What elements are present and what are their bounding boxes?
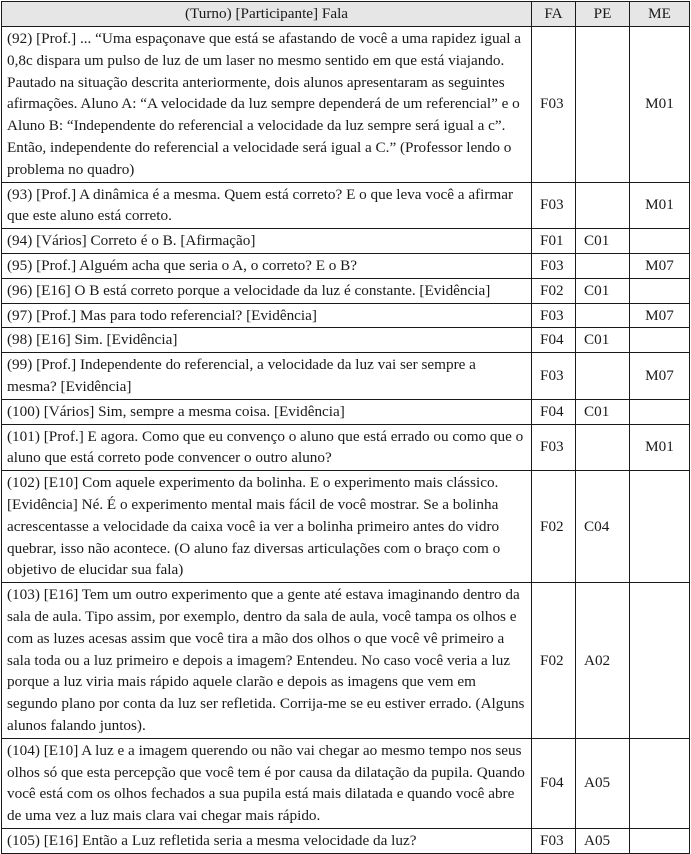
pe-cell: C01 [576,399,630,424]
fala-cell: (98) [E16] Sim. [Evidência] [2,328,532,353]
pe-cell: A02 [576,583,630,739]
pe-cell: C01 [576,229,630,254]
header-me: ME [630,2,690,27]
pe-cell [576,424,630,471]
pe-cell: C01 [576,278,630,303]
fala-cell: (100) [Vários] Sim, sempre a mesma coisa. [Evidência] [2,399,532,424]
header-fala: (Turno) [Participante] Fala [2,2,532,27]
fa-cell: F02 [532,583,576,739]
me-cell [630,328,690,353]
fa-cell: F03 [532,424,576,471]
fala-cell: (102) [E10] Com aquele experimento da bolinha. E o experimento mais clássico. [Evidência] Né. É o experimento mental mais fácil de você mostrar. Se a bolinha acrescentasse a velocidade da caixa você ia ver a bolinha primeiro antes do vidro quebrar, isso não acontece. (O aluno faz diversas articulações com o braço com o objetivo de elucidar sua fala) [2,471,532,583]
table-row [2,229,690,254]
me-cell: M07 [630,253,690,278]
table-row [2,328,690,353]
table-row [2,583,690,739]
me-cell [630,229,690,254]
me-cell [630,399,690,424]
fala-cell: (99) [Prof.] Independente do referencial, a velocidade da luz vai ser sempre a mesma? [Evidência] [2,353,532,400]
table-row [2,828,690,853]
pe-cell: C04 [576,471,630,583]
fala-cell: (105) [E16] Então a Luz refletida seria a mesma velocidade da luz? [2,828,532,853]
header-fa: FA [532,2,576,27]
fala-cell: (101) [Prof.] E agora. Como que eu convenço o aluno que está errado ou como que o aluno que está correto pode convencer o outro aluno? [2,424,532,471]
pe-cell: A05 [576,738,630,828]
pe-cell [576,253,630,278]
table-row [2,353,690,400]
pe-cell [576,353,630,400]
fala-cell: (103) [E16] Tem um outro experimento que a gente até estava imaginando dentro da sala de aula. Tipo assim, por exemplo, dentro da sala de aula, você tampa os olhos e com as luzes acesas assim que você tira a mão dos olhos o que você vê primeiro a sala toda ou a luz primeiro e depois a imagem? Entendeu. No caso você veria a luz porque a luz viria mais rápido aquele clarão e depois as imagens que vem em segundo plano por conta da luz ser refletida. Corrija-me se eu estiver errado. (Alguns alunos falando juntos). [2,583,532,739]
table-row [2,278,690,303]
header-row [2,2,690,27]
me-cell [630,278,690,303]
fala-cell: (92) [Prof.] ... “Uma espaçonave que está se afastando de você a uma rapidez igual a 0,8c dispara um pulso de luz de um laser no mesmo sentido em que está viajando. Pautado na situação descrita anteriormente, dois alunos apresentaram as seguintes afirmações. Aluno A: “A velocidade da luz sempre dependerá de um referencial” e o Aluno B: “Independente do referencial a velocidade da luz sempre será igual a c”. Então, independente do referencial a velocidade será igual a C.” (Professor lendo o problema no quadro) [2,27,532,183]
fala-cell: (95) [Prof.] Alguém acha que seria o A, o correto? E o B? [2,253,532,278]
me-cell [630,828,690,853]
pe-cell [576,182,630,229]
fala-cell: (93) [Prof.] A dinâmica é a mesma. Quem está correto? E o que leva você a afirmar que este aluno está correto. [2,182,532,229]
me-cell: M07 [630,353,690,400]
pe-cell: C01 [576,328,630,353]
table-row [2,27,690,183]
fa-cell: F03 [532,828,576,853]
fala-cell: (97) [Prof.] Mas para todo referencial? [Evidência] [2,303,532,328]
fa-cell: F03 [532,353,576,400]
me-cell [630,738,690,828]
me-cell [630,583,690,739]
table-row [2,399,690,424]
header-pe: PE [576,2,630,27]
fa-cell: F02 [532,471,576,583]
fala-cell: (104) [E10] A luz e a imagem querendo ou não vai chegar ao mesmo tempo nos seus olhos só que esta percepção que você tem é por causa da dilatação da pupila. Quando você está com os olhos fechados a sua pupila está mais dilatada e quando você abre de uma vez a luz mais clara vai chegar mais rápido. [2,738,532,828]
table-row [2,182,690,229]
pe-cell [576,303,630,328]
me-cell [630,471,690,583]
pe-cell [576,27,630,183]
me-cell: M01 [630,27,690,183]
table-row [2,253,690,278]
fa-cell: F04 [532,399,576,424]
table-row [2,471,690,583]
fa-cell: F04 [532,328,576,353]
fa-cell: F04 [532,738,576,828]
fala-cell: (96) [E16] O B está correto porque a velocidade da luz é constante. [Evidência] [2,278,532,303]
fa-cell: F03 [532,182,576,229]
fala-cell: (94) [Vários] Correto é o B. [Afirmação] [2,229,532,254]
me-cell: M07 [630,303,690,328]
me-cell: M01 [630,182,690,229]
table-row [2,303,690,328]
fa-cell: F03 [532,253,576,278]
transcript-table [1,1,690,854]
pe-cell: A05 [576,828,630,853]
table-row [2,424,690,471]
fa-cell: F03 [532,303,576,328]
table-row [2,738,690,828]
me-cell: M01 [630,424,690,471]
fa-cell: F01 [532,229,576,254]
fa-cell: F02 [532,278,576,303]
fa-cell: F03 [532,27,576,183]
